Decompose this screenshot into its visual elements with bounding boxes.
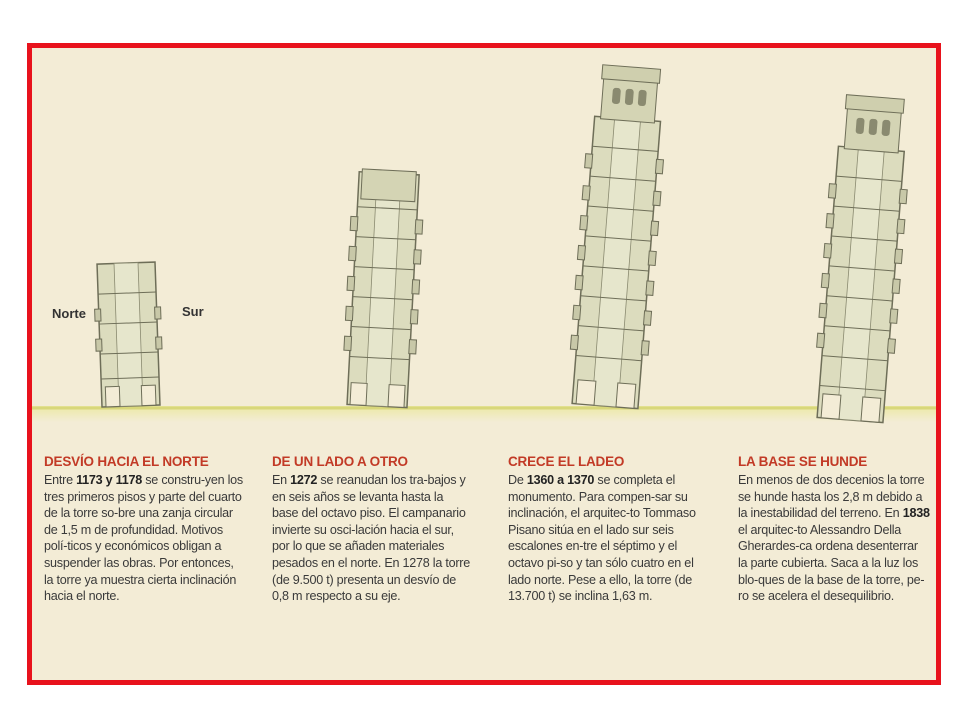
panel-2-pre: En: [272, 473, 291, 487]
panel-1-title: DESVÍO HACIA EL NORTE: [44, 454, 209, 469]
illustration-frame: [27, 43, 941, 685]
panel-4-pre: En menos de dos decenios la torre se hunde hasta los 2,8 m debido a la inestabilidad del terreno. En: [738, 473, 925, 521]
panel-3-date: 1360 a 1370: [526, 473, 595, 487]
panel-4-title: LA BASE SE HUNDE: [738, 454, 868, 469]
panel-1-post: se constru-yen los tres primeros pisos y parte del cuarto de la torre so-bre una zanja circular de 1,5 m de profundidad. Motivos polí-ticos y económicos obligan a suspender las obras. Por entonces, la torre ya muestra cierta inclinación hacia el norte.: [44, 473, 243, 604]
tower-stage-2: [341, 168, 425, 407]
tower-stage-1: [93, 262, 164, 407]
tower-stage-3: [566, 64, 670, 409]
panel-2-title: DE UN LADO A OTRO: [272, 454, 408, 469]
panel-4-text: [738, 472, 930, 605]
text-panels: [32, 454, 936, 680]
panel-1: [44, 454, 244, 605]
panel-2-text: [272, 472, 472, 605]
panel-4-mid: el arquitec-to Alessandro Della Gherardes-ca ordena desenterrar la parte cubierta. Saca a la luz los blo-ques de la base de la torre, pe-ro se acelera el desequilibrio.: [738, 522, 925, 604]
panel-2-date: 1272: [290, 473, 318, 487]
panel-4-date: 1838: [902, 506, 930, 521]
panel-3: [508, 454, 708, 605]
panel-3-text: [508, 472, 708, 605]
south-label: Sur: [182, 304, 204, 319]
panel-3-post: se completa el monumento. Para compen-sar su inclinación, el arquitec-to Tommaso Pisano sitúa en el lado sur seis escalones en-tre el séptimo y el octavo pi-so y tan sólo cuatro en el lado norte. Pese a ello, la torre (de 13.700 t) se inclina 1,63 m.: [508, 473, 696, 604]
panel-2: [272, 454, 472, 605]
panel-3-pre: De: [508, 473, 527, 487]
panel-1-date: 1173 y 1178: [76, 473, 143, 487]
panel-3-title: CRECE EL LADEO: [508, 454, 625, 469]
tower-stage-4: [811, 94, 914, 423]
panel-1-pre: Entre: [44, 473, 77, 487]
panel-2-post: se reanudan los tra-bajos y en seis años se levanta hasta la base del octavo piso. El campanario invierte su osci-lación hacia el sur, por lo que se añaden materiales pesados en el norte. En 1278 la torre (de 9.500 t) presenta un desvío de 0,8 m respecto a su eje.: [272, 473, 470, 604]
panel-4: [738, 454, 930, 605]
tower-illustration: [32, 48, 936, 428]
panel-1-text: [44, 472, 244, 605]
north-label: Norte: [52, 306, 86, 321]
